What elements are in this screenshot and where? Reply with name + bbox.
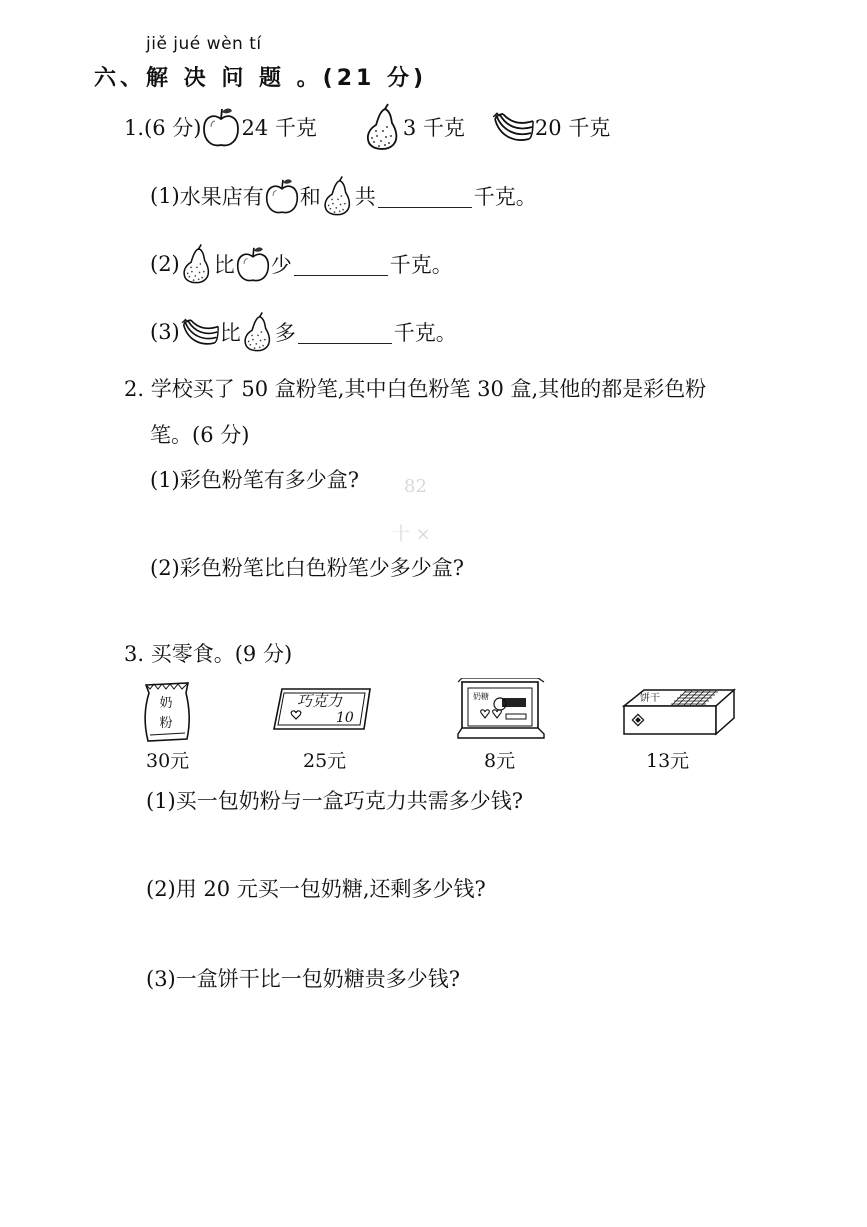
q1-apple-weight: 24 千克 [241, 116, 317, 140]
q1-sub3-text-b: 多 [274, 321, 296, 345]
q1-header [124, 104, 610, 150]
q1-sub1-text-c: 共 [354, 185, 376, 209]
apple-icon [201, 105, 241, 149]
q1-sub1 [150, 173, 537, 219]
q1-sub3-answer-blank[interactable] [298, 321, 392, 344]
q3-sub3: (3)一盒饼干比一包奶糖贵多少钱? [146, 967, 461, 991]
pear-icon [241, 310, 275, 354]
q1-pear-weight: 3 千克 [402, 116, 465, 140]
chocolate-price: 25元 [303, 750, 347, 772]
q1-sub1-text-b: 和 [299, 185, 321, 209]
milk-powder-label: 奶粉 [159, 696, 173, 731]
apple-icon [264, 176, 300, 216]
q1-sub1-answer-blank[interactable] [378, 185, 472, 208]
bleed-through-mark: 十 × [392, 524, 431, 545]
candy-box-icon [456, 678, 546, 742]
biscuit-box-icon [620, 688, 738, 738]
chocolate-label: 巧克力 [297, 692, 343, 710]
banana-icon [180, 315, 220, 349]
q1-sub2-text-a: 比 [213, 253, 235, 277]
q1-sub3-unit: 千克。 [393, 321, 457, 345]
q3-sub1: (1)买一包奶粉与一盒巧克力共需多少钱? [146, 789, 524, 813]
chocolate-sublabel: 10 [336, 710, 354, 726]
q2-line1: 2. 学校买了 50 盒粉笔,其中白色粉笔 30 盒,其他的都是彩色粉 [124, 377, 707, 401]
q1-prefix: 1.(6 分) [124, 116, 202, 140]
q1-sub2 [150, 240, 453, 288]
q1-sub2-text-b: 少 [270, 253, 292, 277]
q3-sub2: (2)用 20 元买一包奶糖,还剩多少钱? [146, 877, 486, 901]
q2-sub2: (2)彩色粉笔比白色粉笔少多少盒? [150, 556, 465, 580]
q1-sub2-number: (2) [150, 252, 180, 276]
bleed-through-mark: 82 [404, 476, 427, 497]
q1-banana-weight: 20 千克 [534, 116, 611, 140]
candy-label: 奶糖 [473, 692, 489, 701]
q1-sub3-text-a: 比 [219, 321, 241, 345]
q1-sub1-number: (1) [150, 184, 180, 208]
q1-sub2-answer-blank[interactable] [294, 253, 388, 276]
pear-icon [321, 175, 355, 217]
q3-heading: 3. 买零食。(9 分) [124, 642, 293, 666]
biscuit-price: 13元 [646, 750, 690, 772]
biscuit-label: 饼干 [640, 693, 660, 704]
q2-line2: 笔。(6 分) [150, 423, 250, 447]
q1-sub3 [150, 308, 457, 356]
milk-powder-price: 30元 [146, 750, 190, 772]
q1-sub3-number: (3) [150, 320, 180, 344]
pear-icon [180, 242, 214, 286]
q2-sub1: (1)彩色粉笔有多少盒? [150, 468, 360, 492]
candy-price: 8元 [484, 750, 516, 772]
section-title: 六、解 决 问 题 。(21 分) [94, 66, 428, 91]
pear-icon [363, 103, 403, 151]
section-pinyin: jiě jué wèn tí [146, 34, 262, 54]
q1-sub1-text-a: 水果店有 [179, 185, 264, 209]
banana-icon [491, 109, 535, 145]
q1-sub1-unit: 千克。 [473, 185, 537, 209]
apple-icon [235, 244, 271, 284]
q1-sub2-unit: 千克。 [389, 253, 453, 277]
